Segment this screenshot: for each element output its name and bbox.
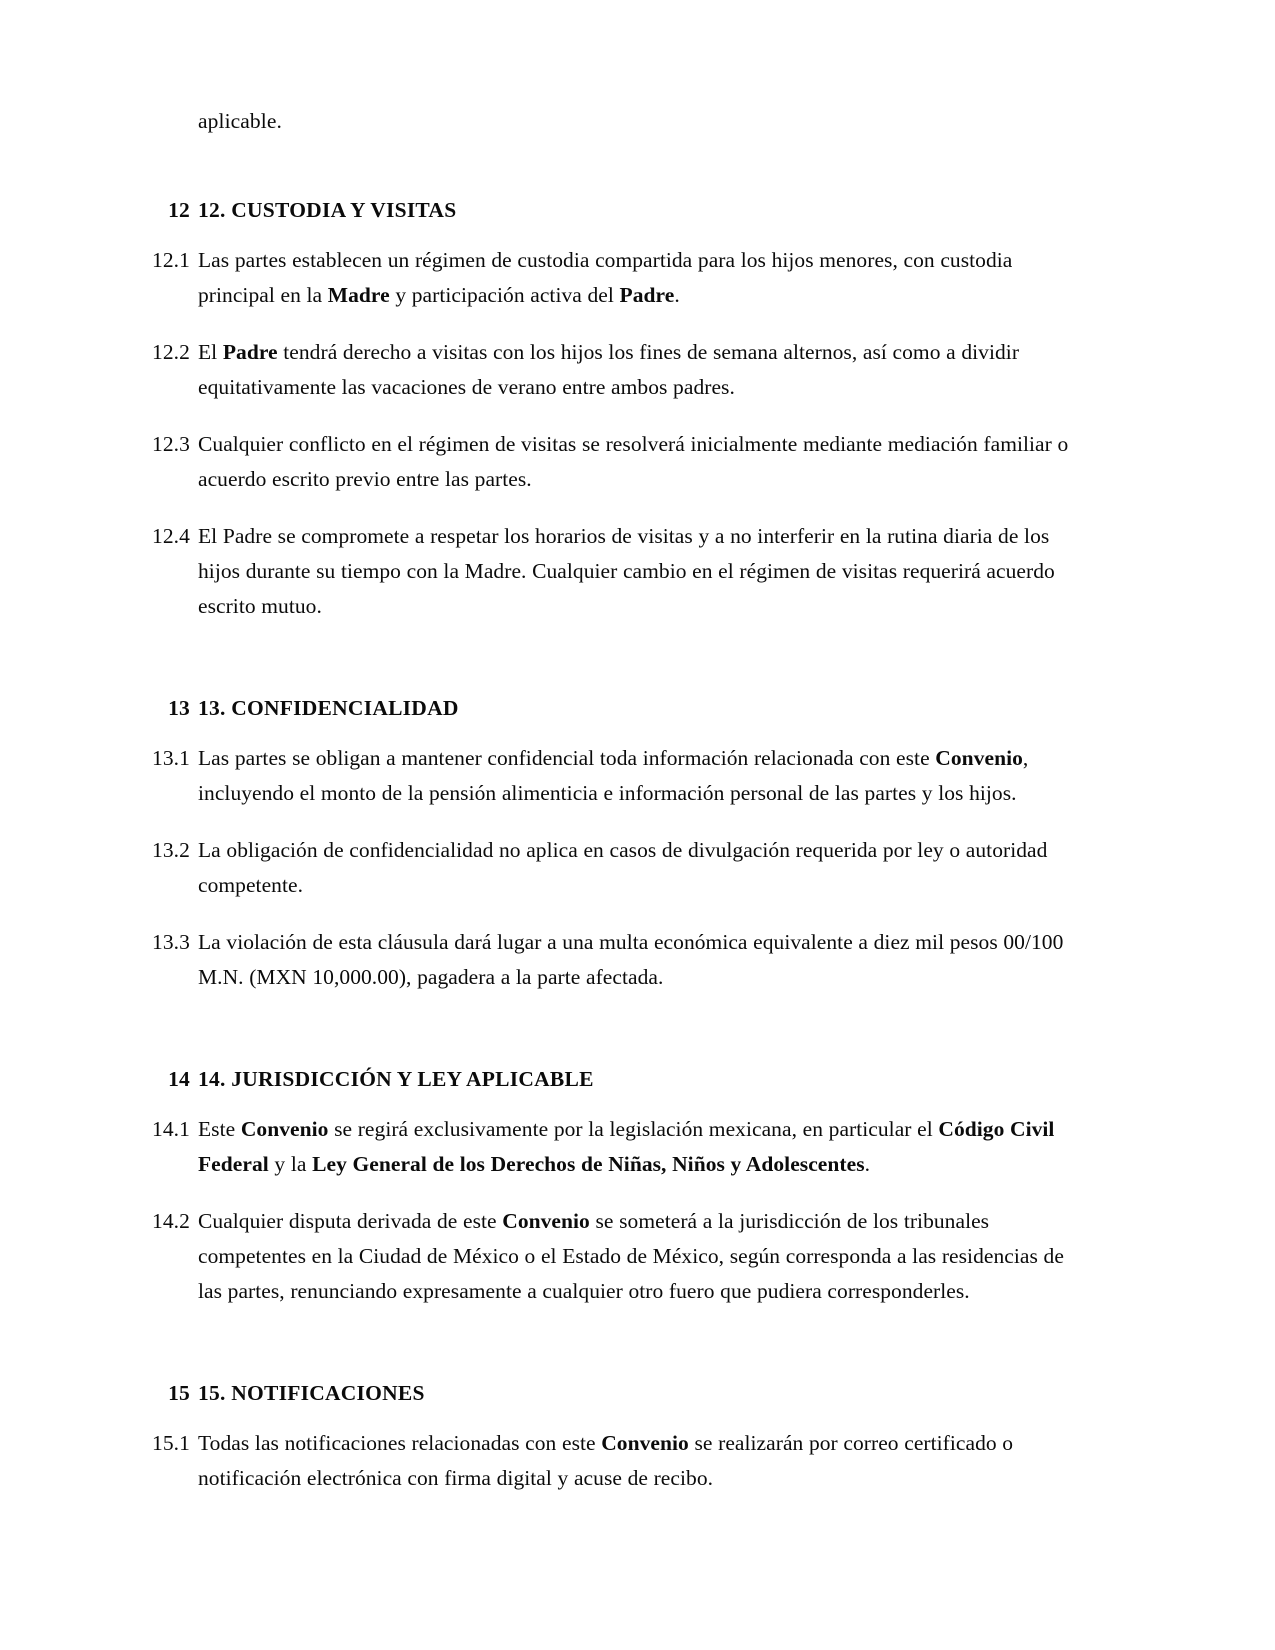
emphasis-term: Código Civil Federal bbox=[198, 1117, 1055, 1176]
section-12 bbox=[135, 198, 1075, 624]
clause-text bbox=[198, 335, 1075, 405]
clause-12.4 bbox=[135, 519, 1075, 624]
clause-run: se realizarán por correo certificado o notificación electrónica con firma digital y acuse de recibo. bbox=[198, 1431, 1014, 1490]
clause-15.1 bbox=[135, 1426, 1075, 1496]
clause-number: 13.1 bbox=[151, 746, 190, 770]
clause-number: 12.3 bbox=[151, 432, 190, 456]
clause-number: 14.1 bbox=[151, 1117, 190, 1141]
clause-text bbox=[198, 925, 1075, 995]
clause-run: Las partes establecen un régimen de custodia compartida para los hijos menores, con custodia principal en la bbox=[198, 248, 1013, 307]
clause-13.2 bbox=[135, 833, 1075, 903]
clause-14.1 bbox=[135, 1112, 1075, 1182]
clause-text bbox=[198, 833, 1075, 903]
clause-12.3 bbox=[135, 427, 1075, 497]
clause-run: Este bbox=[198, 1117, 241, 1141]
clause-number: 13.3 bbox=[151, 930, 190, 954]
clause-run: La obligación de confidencialidad no aplica en casos de divulgación requerida por ley o autoridad competente. bbox=[198, 838, 1048, 897]
clause-text bbox=[198, 427, 1075, 497]
clause-text bbox=[198, 519, 1075, 624]
emphasis-term: Convenio bbox=[935, 746, 1023, 770]
section-title: 13. CONFIDENCIALIDAD bbox=[198, 696, 459, 720]
emphasis-term: Padre bbox=[619, 283, 675, 307]
section-gutter-number: 15 bbox=[168, 1381, 190, 1405]
section-heading bbox=[135, 1067, 1075, 1092]
section-gutter-number: 12 bbox=[168, 198, 190, 222]
clause-run: . bbox=[864, 1152, 871, 1176]
clause-12.2 bbox=[135, 335, 1075, 405]
emphasis-term: Convenio bbox=[240, 1117, 329, 1141]
clause-run: El bbox=[198, 340, 223, 364]
section-title: 14. JURISDICCIÓN Y LEY APLICABLE bbox=[198, 1067, 594, 1091]
emphasis-term: Ley General de los Derechos de Niñas, Niños y Adolescentes bbox=[312, 1152, 865, 1176]
clause-14.2 bbox=[135, 1204, 1075, 1309]
clause-text bbox=[198, 1112, 1075, 1182]
clause-run: Todas las notificaciones relacionadas con este bbox=[198, 1431, 602, 1455]
section-title: 15. NOTIFICACIONES bbox=[198, 1381, 425, 1405]
clause-number: 12.1 bbox=[151, 248, 190, 272]
clause-number: 12.4 bbox=[151, 524, 190, 548]
section-gutter-number: 13 bbox=[168, 696, 190, 720]
clause-run: tendrá derecho a visitas con los hijos los fines de semana alternos, así como a dividir equitativamente las vacaciones de verano entre ambos padres. bbox=[198, 340, 1020, 399]
section-title: 12. CUSTODIA Y VISITAS bbox=[198, 198, 457, 222]
clause-13.1 bbox=[135, 741, 1075, 811]
clause-run: El Padre se compromete a respetar los horarios de visitas y a no interferir en la rutina diaria de los hijos durante su tiempo con la Madre. Cualquier cambio en el régimen de visitas requerirá acuerdo escrito mutuo. bbox=[198, 524, 1055, 618]
clause-run: y participación activa del bbox=[389, 283, 620, 307]
clause-run: , incluyendo el monto de la pensión alimenticia e información personal de las partes y los hijos. bbox=[198, 746, 1029, 805]
emphasis-term: Convenio bbox=[601, 1431, 689, 1455]
clause-run: y la bbox=[268, 1152, 313, 1176]
clause-number: 13.2 bbox=[151, 838, 190, 862]
clause-text bbox=[198, 243, 1075, 313]
section-heading bbox=[135, 1381, 1075, 1406]
section-heading bbox=[135, 696, 1075, 721]
clause-text bbox=[198, 741, 1075, 811]
section-15 bbox=[135, 1381, 1075, 1496]
clause-run: Cualquier disputa derivada de este bbox=[198, 1209, 503, 1233]
clause-run: Las partes se obligan a mantener confidencial toda información relacionada con este bbox=[198, 746, 936, 770]
clause-run: se someterá a la jurisdicción de los tribunales competentes en la Ciudad de México o el Estado de México, según corresponda a las residencias de las partes, renunciando expresamente a cualquier otro fuero que pudiera corresponderles. bbox=[198, 1209, 1064, 1303]
clause-13.3 bbox=[135, 925, 1075, 995]
clause-text bbox=[198, 1426, 1075, 1496]
section-gutter-number: 14 bbox=[168, 1067, 190, 1091]
emphasis-term: Convenio bbox=[502, 1209, 590, 1233]
clause-run: Cualquier conflicto en el régimen de visitas se resolverá inicialmente mediante mediación familiar o acuerdo escrito previo entre las partes. bbox=[198, 432, 1069, 491]
section-13 bbox=[135, 696, 1075, 995]
clause-run: La violación de esta cláusula dará lugar a una multa económica equivalente a diez mil pesos 00/100 M.N. (MXN 10,000.00), pagadera a la parte afectada. bbox=[198, 930, 1064, 989]
section-heading bbox=[135, 198, 1075, 223]
clause-run: se regirá exclusivamente por la legislación mexicana, en particular el bbox=[328, 1117, 939, 1141]
emphasis-term: Padre bbox=[222, 340, 278, 364]
document-content bbox=[135, 105, 1075, 1496]
continuation-paragraph: aplicable. bbox=[198, 109, 282, 133]
clause-text bbox=[198, 1204, 1075, 1309]
clause-12.1 bbox=[135, 243, 1075, 313]
clause-number: 14.2 bbox=[151, 1209, 190, 1233]
section-14 bbox=[135, 1067, 1075, 1309]
sections-container bbox=[135, 198, 1075, 1496]
clause-run: . bbox=[674, 283, 680, 307]
clause-number: 15.1 bbox=[151, 1431, 190, 1455]
emphasis-term: Madre bbox=[327, 283, 390, 307]
clause-number: 12.2 bbox=[151, 340, 190, 364]
